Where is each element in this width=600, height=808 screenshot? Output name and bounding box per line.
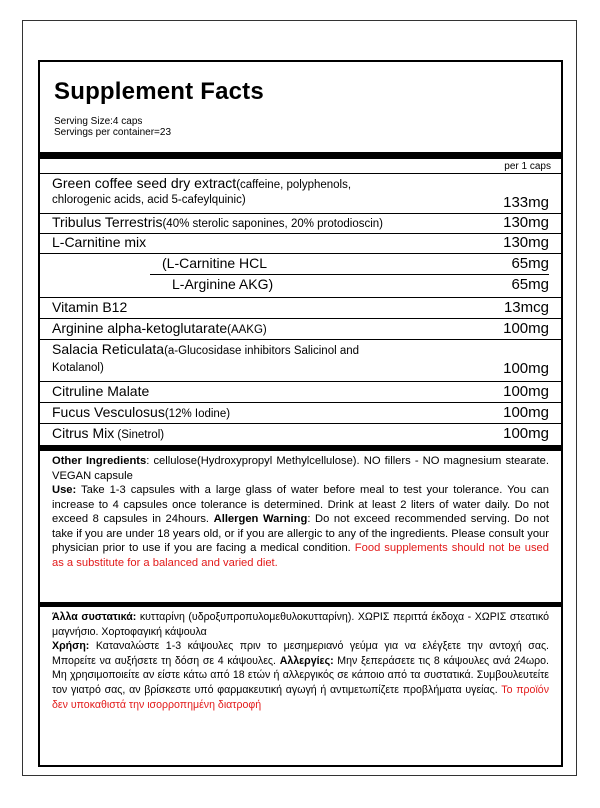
ingredient-name: L-Carnitine mix	[52, 234, 147, 250]
greek-allergy-text: Μην ξεπεράσετε τις 8 κάψουλες ανά 24ωρο. Μη χρησιμοποιείτε αν είστε κάτω από 18 ετών ή αλλεργικός σε κάποιο από τα συστατικά. Συμβουλευτείτε τον γιατρό σας, αν βρίσκεστε υπό φαρμακευτική αγωγή ή αντιμετωπίζετε προβλήματα υγείας.	[52, 654, 549, 696]
ingredient-row	[52, 175, 549, 213]
ingredient-amount: 100mg	[503, 320, 549, 337]
ingredient-amount: 100mg	[503, 383, 549, 400]
ingredient-note: (Sinetrol)	[114, 429, 165, 441]
ingredient-amount: 133mg	[503, 194, 549, 211]
ingredient-amount: 130mg	[503, 214, 549, 231]
divider	[150, 274, 549, 275]
use-text: Take 1-3 capsules with a large glass of water before meal to test your tolerance. You can increase to 4 capsules once tolerance is determined. Drink at least 2 liters of water daily. Do not exceed 8 capsules in 24hours.	[52, 484, 549, 525]
ingredient-amount: 13mcg	[503, 299, 549, 316]
ingredient-name: Vitamin B12	[52, 299, 128, 315]
ingredient-note: chlorogenic acids, acid 5-cafeylquinic)	[52, 194, 246, 206]
greek-directions	[52, 610, 549, 712]
greek-use-label: Χρήση:	[52, 640, 90, 653]
ingredient-amount: 100mg	[503, 425, 549, 442]
ingredient-name: (L-Carnitine HCL	[162, 255, 268, 271]
ingredient-note: (a-Glucosidase inhibitors Salicinol and	[164, 345, 360, 357]
greek-use-text: Καταναλώστε 1-3 κάψουλες πριν το μεσημεριανό γεύμα για να ελέγξετε την αντοχή σας. Μπορείτε να αυξήσετε τη δόση σε 4 κάψουλες.	[52, 640, 549, 667]
ingredient-name: Salacia Reticulata	[52, 341, 165, 357]
ingredient-note: (AAKG)	[227, 324, 267, 336]
thick-divider	[40, 152, 561, 159]
ingredient-amount: 65mg	[511, 276, 549, 293]
thick-divider	[40, 602, 561, 607]
ingredient-note: (12% Iodine)	[164, 408, 231, 420]
thick-divider	[40, 445, 561, 451]
ingredient-row	[52, 341, 549, 381]
english-directions	[52, 454, 549, 570]
allergen-warning-label: Allergen Warning	[213, 513, 308, 525]
ingredient-note: (caffeine, polyphenols,	[236, 179, 352, 191]
ingredient-note: Kotalanol)	[52, 362, 104, 374]
greek-allergy-label: Αλλεργίες:	[279, 654, 334, 667]
supplement-facts-panel	[38, 60, 563, 767]
per-serving-label: per 1 caps	[504, 161, 551, 172]
greek-other-text: κυτταρίνη (υδροξυπροπυλομεθυλοκυτταρίνη). ΧΩΡΙΣ περιττά έκδοχα - ΧΩΡΙΣ στεατικό μαγνήσιο. Χορτοφαγική κάψουλα	[52, 611, 549, 638]
ingredient-name: Citruline Malate	[52, 383, 150, 399]
ingredient-name: Fucus Vesculosus	[52, 404, 165, 420]
servings-per-container: Servings per container=23	[54, 127, 172, 138]
ingredient-name: Tribulus Terrestris	[52, 214, 163, 230]
diet-warning: Food supplements should not be used as a substitute for a balanced and varied diet.	[52, 542, 549, 569]
ingredient-amount: 100mg	[503, 404, 549, 421]
divider	[40, 253, 561, 254]
greek-diet-warning: Το προϊόν δεν υποκαθιστά την ισορροπημένη διατροφή	[52, 683, 549, 711]
ingredient-name: Green coffee seed dry extract	[52, 175, 237, 191]
ingredient-amount: 100mg	[503, 360, 549, 377]
ingredient-note: (40% sterolic saponines, 20% protodioscin)	[162, 218, 384, 230]
other-ingredients-label: Other Ingredients	[52, 455, 147, 467]
other-ingredients-text: : cellulose(Hydroxypropyl Methylcellulose). NO fillers - NO magnesium stearate. VEGAN capsule	[52, 455, 549, 482]
ingredient-name: Citrus Mix	[52, 425, 115, 441]
ingredient-name: L-Arginine AKG)	[172, 276, 274, 292]
allergen-warning-text: : Do not exceed recommended serving. Do not take if you are under 18 years old, or if you are allergic to any of the ingredients. Please consult your physician prior to use if you are facing a medical condition.	[52, 513, 549, 554]
ingredient-amount: 65mg	[511, 255, 549, 272]
ingredient-amount: 130mg	[503, 234, 549, 251]
ingredient-name: Arginine alpha-ketoglutarate	[52, 320, 228, 336]
greek-other-label: Άλλα συστατικά:	[52, 611, 137, 623]
use-label: Use:	[52, 484, 77, 496]
panel-title: Supplement Facts	[54, 78, 264, 105]
serving-size: Serving Size:4 caps	[54, 116, 143, 127]
